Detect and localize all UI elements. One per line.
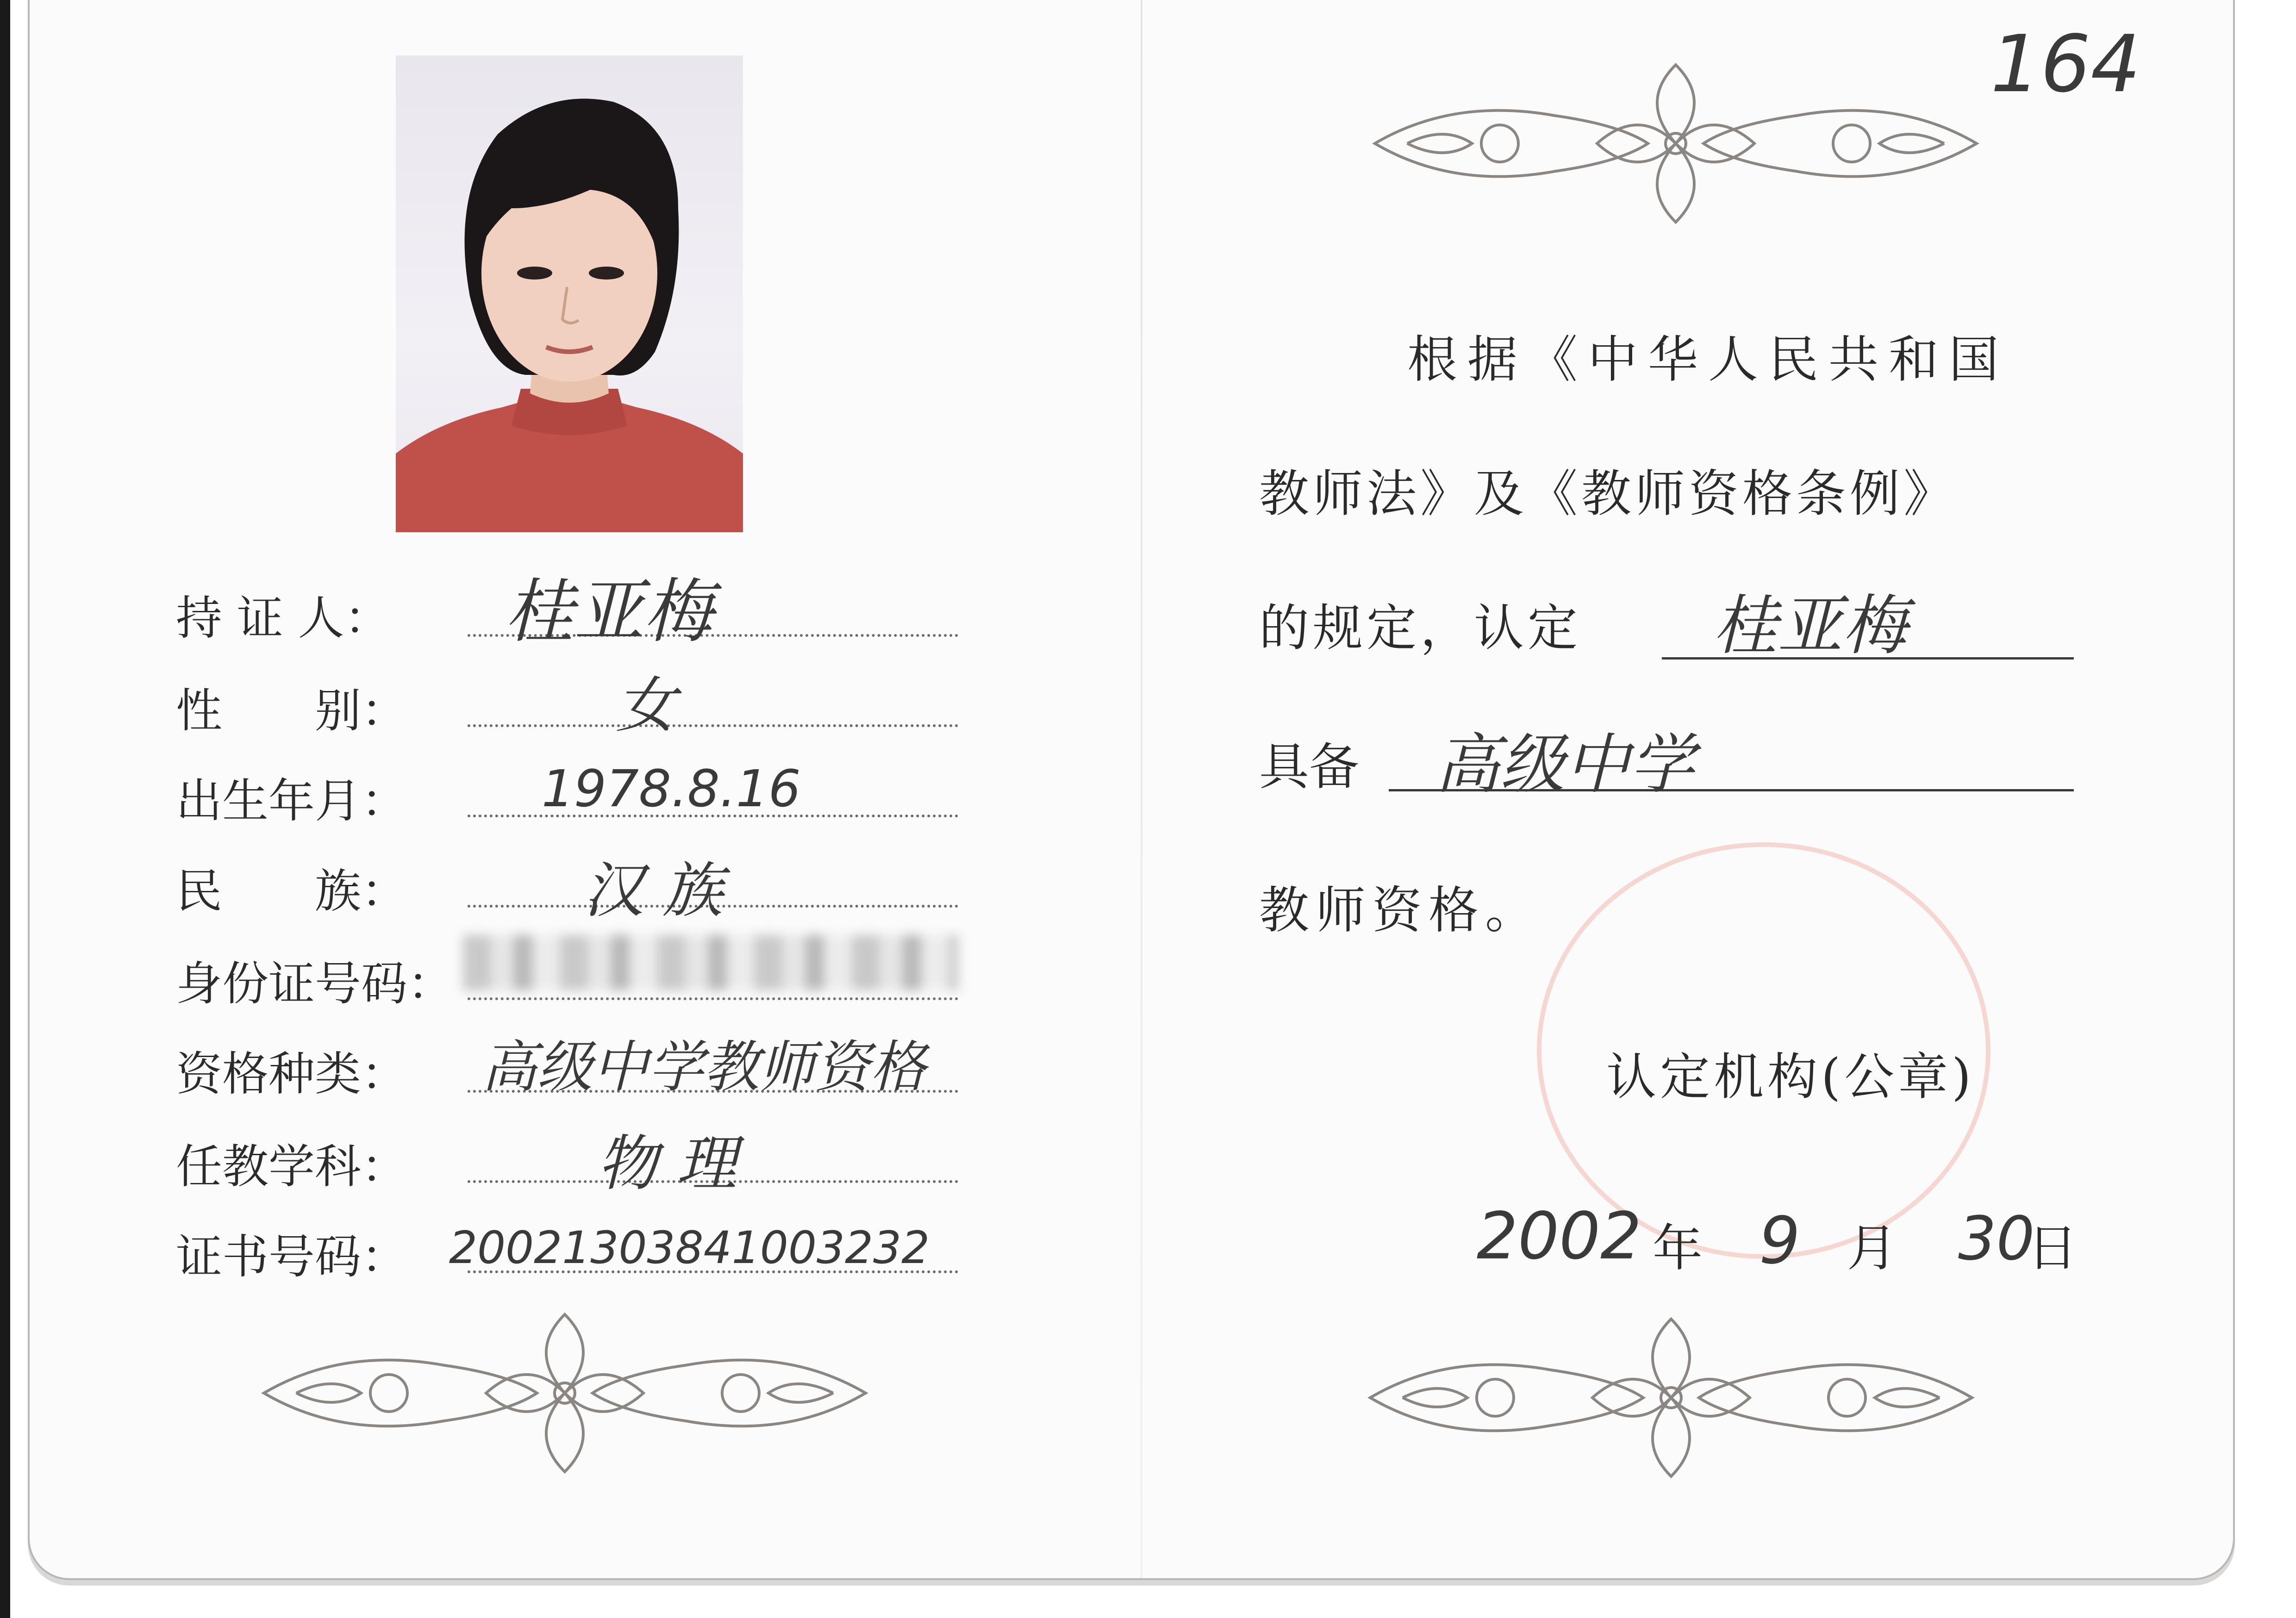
certificate-number-value: 20021303841003232 [449,1222,930,1274]
redacted-id-number [463,935,958,990]
date-day: 30 [1958,1203,2035,1274]
label-birth: 出生年月： [176,774,407,828]
certificate-text-line-3: 的规定，认定 [1259,599,1582,657]
gender-value: 女 [616,670,676,741]
floral-ornament [250,1305,880,1481]
certificate-text-line-1: 根据《中华人民共和国 [1407,331,2009,389]
issuing-authority: 认定机构(公章) [1606,1048,1975,1106]
label-holder: 持 证 人： [176,591,391,645]
field-line [468,997,958,1000]
label-certificate-number: 证书号码： [176,1230,407,1284]
page-fold [1141,0,1142,1578]
qualification-type-value: 高级中学教师资格 [481,1035,926,1100]
date-year: 2002 [1477,1199,1642,1274]
date-day-label: 日 [2028,1220,2078,1277]
holder-name-value: 桂亚梅 [505,572,713,652]
label-id-number: 身份证号码： [176,957,454,1011]
holder-photo [396,56,743,532]
floral-ornament [1361,56,1990,231]
certificate-text-line-4: 具备 [1259,738,1360,796]
label-ethnicity: 民 族： [176,864,407,918]
qualification-underline [1389,789,2074,791]
recognized-holder-name: 桂亚梅 [1713,588,1908,664]
certificate-text-line-5: 教师资格。 [1259,882,1542,940]
subject-value: 物 理 [597,1128,737,1199]
recognized-qualification: 高级中学 [1435,727,1695,803]
date-month-label: 月 [1847,1220,1897,1277]
binding-edge [0,0,10,1618]
corner-note: 164 [1990,19,2141,110]
ethnicity-value: 汉 族 [583,855,723,926]
label-qualification-type: 资格种类： [176,1047,407,1101]
date-month: 9 [1759,1203,1801,1279]
label-subject: 任教学科： [176,1139,407,1194]
field-line [468,724,958,727]
birth-date-value: 1978.8.16 [542,759,801,818]
floral-ornament [1356,1310,1986,1486]
certificate-text-line-2: 教师法》及《教师资格条例》 [1259,465,1958,523]
label-gender: 性 别： [176,684,407,738]
name-underline [1662,657,2074,660]
date-year-label: 年 [1653,1220,1703,1277]
